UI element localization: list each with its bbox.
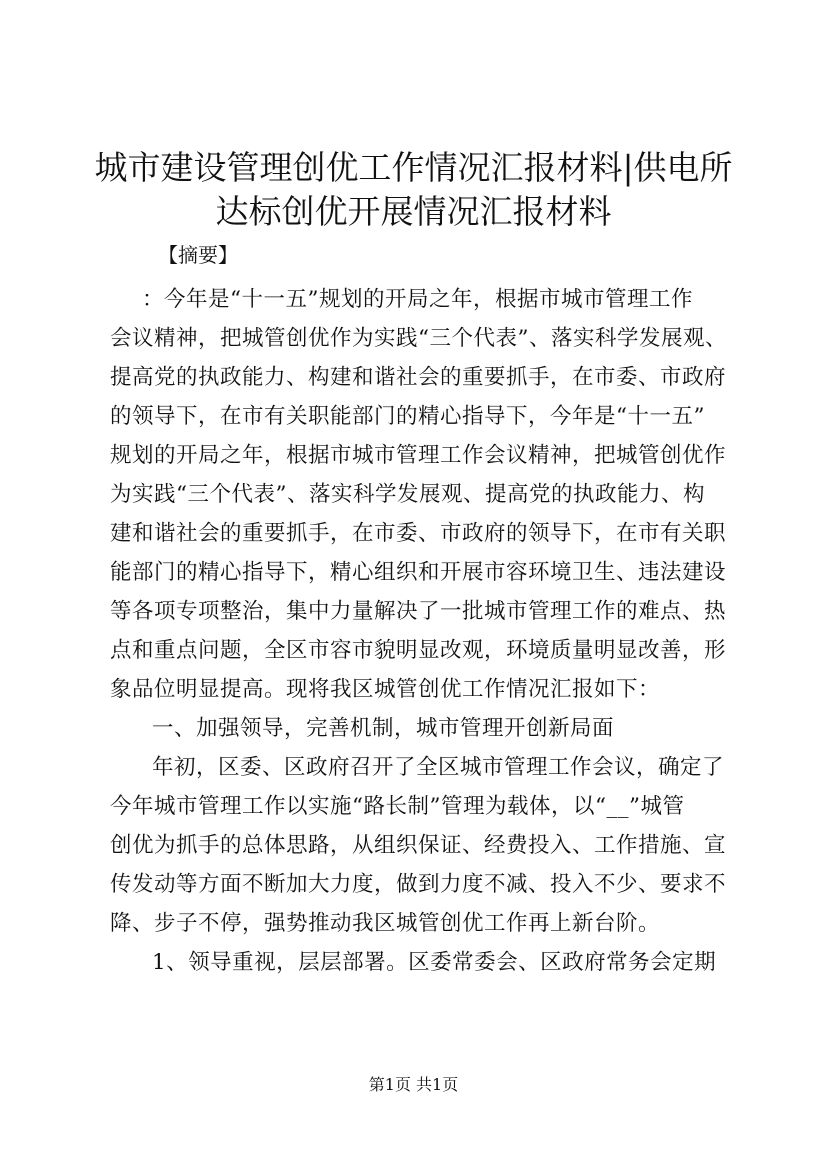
text-line: 规划的开局之年，根据市城市管理工作会议精神，把城管创优作	[110, 443, 727, 468]
text-line: 象品位明显提高。现将我区城管创优工作情况汇报如下：	[110, 677, 661, 702]
text-line: ：今年是“十一五”规划的开局之年，根据市城市管理工作	[142, 287, 693, 312]
body-paragraphs-1	[110, 280, 730, 748]
text-line: 1、领导重视，层层部署。区委常委会、区政府常务会定期	[152, 950, 717, 975]
document-title-line-2: 达标创优开展情况汇报材料	[215, 192, 612, 231]
abstract-label: 【摘要】	[158, 243, 238, 267]
text-line: 创优为抓手的总体思路，从组织保证、经费投入、工作措施、宣	[110, 833, 727, 858]
body-paragraphs-2	[110, 748, 730, 982]
section-heading: 一、加强领导，完善机制，城市管理开创新局面	[152, 716, 615, 741]
text-line: 年初，区委、区政府召开了全区城市管理工作会议，确定了	[152, 755, 725, 780]
text-line: 点和重点问题，全区市容市貌明显改观，环境质量明显改善，形	[110, 638, 727, 663]
text-line: 今年城市管理工作以实施“路长制”管理为载体，以“__”城管	[110, 794, 685, 819]
text-line: 为实践“三个代表”、落实科学发展观、提高党的执政能力、构	[110, 482, 705, 507]
text-line: 建和谐社会的重要抓手，在市委、市政府的领导下，在市有关职	[110, 521, 727, 546]
text-line: 提高党的执政能力、构建和谐社会的重要抓手，在市委、市政府	[110, 365, 727, 390]
text-line: 传发动等方面不断加大力度，做到力度不减、投入不少、要求不	[110, 872, 727, 897]
text-line: 的领导下，在市有关职能部门的精心指导下，今年是“十一五”	[110, 404, 705, 429]
document-title-line-1: 城市建设管理创优工作情况汇报材料|供电所	[94, 148, 733, 187]
text-line: 能部门的精心指导下，精心组织和开展市容环境卫生、违法建设	[110, 560, 727, 585]
text-line: 等各项专项整治，集中力量解决了一批城市管理工作的难点、热	[110, 599, 727, 624]
text-line: 降、步子不停，强势推动我区城管创优工作再上新台阶。	[110, 911, 661, 936]
page-footer: 第1页 共1页	[368, 1075, 459, 1094]
text-line: 会议精神，把城管创优作为实践“三个代表”、落实科学发展观、	[110, 326, 727, 351]
